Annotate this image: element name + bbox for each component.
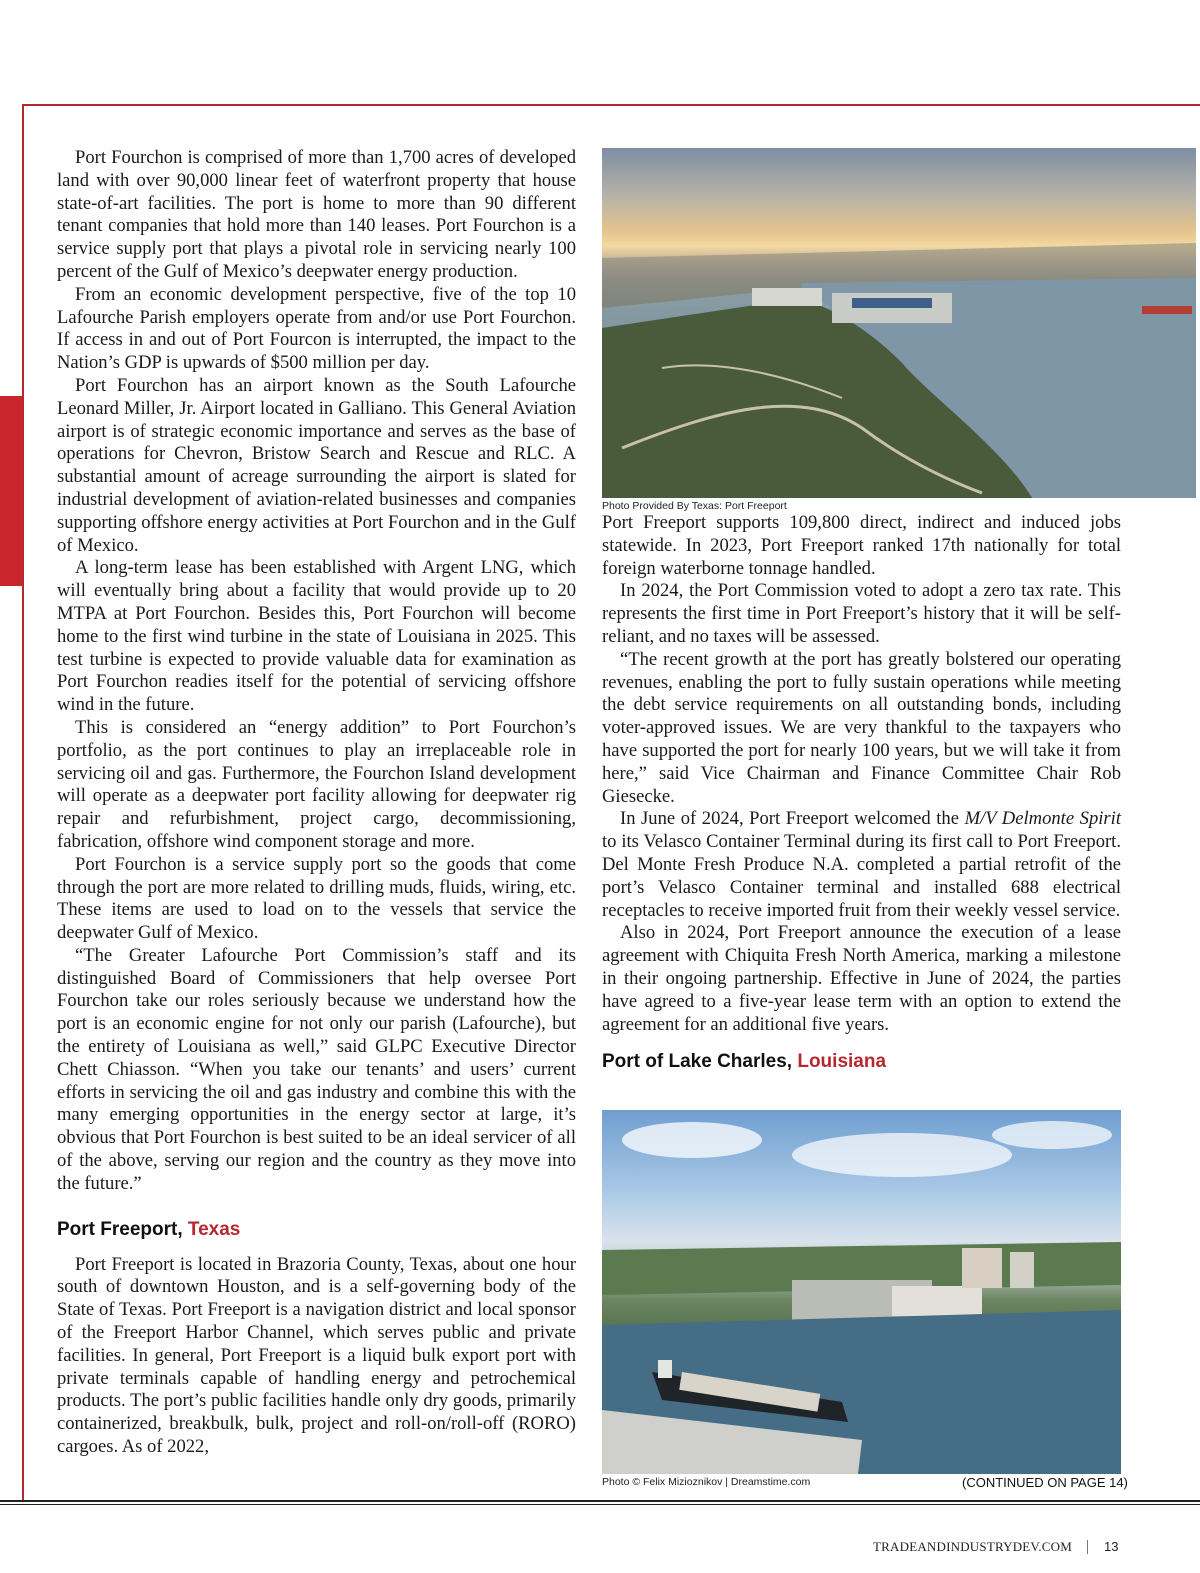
heading-state-name: Texas <box>187 1218 241 1240</box>
footer-rule-secondary <box>0 1504 1200 1505</box>
page-frame-top-rule <box>22 104 1200 106</box>
vessel-name: M/V Delmonte Spirit <box>964 808 1121 830</box>
paragraph-freeport-intro: Port Freeport is located in Brazoria County, Texas, about one hour south of downtown Houston, and is a self-governing body of the State of Texas. Port Freeport is a navigation district and local sponsor of the Freeport Harbor Channel, which serves public and private facilities. In general, Port Freeport is a liquid bulk export port with private terminals capable of handling energy and petrochemical products. The port’s public facilities handle only dry goods, primarily containerized, breakbulk, bulk, project and roll-on/roll-off (RORO) cargoes. As of 2022, <box>57 1253 576 1458</box>
photo-lake-charles-aerial <box>602 1110 1121 1474</box>
lake-charles-illustration <box>602 1110 1121 1474</box>
heading-port-name: Port of Lake Charles, <box>602 1051 798 1073</box>
paragraph-service-supply: Port Fourchon is a service supply port so the goods that come through the port are more related to drilling muds, fluids, wiring, etc. These items are used to load on to the vessels that service the deepwater Gulf of Mexico. <box>57 853 576 944</box>
paragraph-fourchon-overview: Port Fourchon is comprised of more than 1,700 acres of developed land with over 90,000 linear feet of waterfront property that house state-of-art facilities. The port is home to more than 90 different tenant companies that hold more than 140 leases. Port Fourchon is a service supply port that plays a pivotal role in servicing nearly 100 percent of the Gulf of Mexico’s deepwater energy production. <box>57 147 576 282</box>
right-column <box>602 512 1121 1074</box>
paragraph-airport: Port Fourchon has an airport known as the South Lafourche Leonard Miller, Jr. Airport located in Galliano. This General Aviation airport is of strategic economic importance and serves as the base of operations for Chevron, Bristow Search and Rescue and RLC. A substantial amount of acreage surrounding the airport is slated for industrial development of aviation-related businesses and companies supporting offshore energy activities at Port Fourchon and in the Gulf of Mexico. <box>57 374 576 556</box>
paragraph-delmonte <box>602 808 1121 922</box>
page-number: 13 <box>1104 1539 1119 1554</box>
heading-port-name: Port Freeport, <box>57 1218 188 1240</box>
paragraph-glpc-quote: “The Greater Lafourche Port Commission’s staff and its distinguished Board of Commissioners that help oversee Port Fourchon take our roles seriously because we understand how the port is an economic engine for not only our parish (Lafourche), but the entirety of Louisiana as well,” said GLPC Executive Director Chett Chiasson. “When you take our tenants’ and users’ current efforts in servicing the oil and gas industry and combine this with the many emerging opportunities in the energy sector at large, it’s obvious that Port Fourchon is best suited to be an ideal servicer of all of the above, serving our region and the country as they move into the future.” <box>57 944 576 1194</box>
heading-state-name: Louisiana <box>797 1051 887 1073</box>
footer-separator <box>1087 1540 1088 1554</box>
footer-rule <box>0 1500 1200 1502</box>
paragraph-energy-addition: This is considered an “energy addition” to Port Fourchon’s portfolio, as the port continues to play an irreplaceable role in servicing oil and gas. Furthermore, the Fourchon Island development will operate as a deepwater port facility allowing for deepwater rig repair and refurbishment, project cargo, decommissioning, fabrication, offshore wind component storage and more. <box>57 716 576 852</box>
photo-caption-lake-charles: Photo © Felix Mizioznikov | Dreamstime.com <box>602 1476 811 1488</box>
continued-on-page-note: (CONTINUED ON PAGE 14) <box>962 1475 1128 1490</box>
delmonte-text-after: to its Velasco Container Terminal during its first call to Port Freeport. Del Monte Fresh Produce N.A. completed a partial retrofit of the port’s Velasco Container terminal and installed 688 electrical receptacles to receive imported fruit from their weekly vessel service. <box>602 831 1121 921</box>
delmonte-text-before: In June of 2024, Port Freeport welcomed the <box>620 808 965 830</box>
paragraph-zero-tax: In 2024, the Port Commission voted to adopt a zero tax rate. This represents the first time in Port Freeport’s history that it will be self-reliant, and no taxes will be assessed. <box>602 580 1121 647</box>
section-heading-lake-charles <box>602 1050 1121 1074</box>
page-frame-left-rule <box>22 104 24 1500</box>
paragraph-freeport-jobs: Port Freeport supports 109,800 direct, indirect and induced jobs statewide. In 2023, Port Freeport ranked 17th nationally for total foreign waterborne tonnage handled. <box>602 512 1121 579</box>
paragraph-argent-lng: A long-term lease has been established with Argent LNG, which will eventually bring about a facility that would provide up to 20 MTPA at Port Fourchon. Besides this, Port Fourchon will become home to the first wind turbine in the state of Louisiana in 2025. This test turbine is expected to provide valuable data for examination as Port Fourchon readies itself for the potential of servicing offshore wind in the future. <box>57 557 576 716</box>
aerial-harbor-illustration <box>602 148 1196 498</box>
left-column <box>57 147 576 1459</box>
photo-caption-freeport: Photo Provided By Texas: Port Freeport <box>602 500 787 512</box>
paragraph-giesecke-quote: “The recent growth at the port has greatly bolstered our operating revenues, enabling the port to fully sustain operations while meeting the debt service requirements on all outstanding bonds, including voter-approved issues. We are very thankful to the taxpayers who have supported the port for nearly 100 years, but we will take it from here,” said Vice Chairman and Finance Committee Chair Rob Giesecke. <box>602 648 1121 807</box>
section-tab-marker <box>0 396 22 586</box>
paragraph-chiquita: Also in 2024, Port Freeport announce the execution of a lease agreement with Chiquita Fresh North America, marking a milestone in their ongoing partnership. Effective in June of 2024, the parties have agreed to a five-year lease term with an option to extend the agreement for an additional five years. <box>602 922 1121 1035</box>
photo-port-freeport-aerial <box>602 148 1196 498</box>
section-heading-port-freeport <box>57 1218 576 1242</box>
footer-site-url: TRADEANDINDUSTRYDEV.COM <box>873 1539 1073 1554</box>
paragraph-economic-development: From an economic development perspective, five of the top 10 Lafourche Parish employers operate from and/or use Port Fourchon. If access in and out of Port Fourcon is interrupted, the impact to the Nation’s GDP is upwards of $500 million per day. <box>57 283 576 374</box>
